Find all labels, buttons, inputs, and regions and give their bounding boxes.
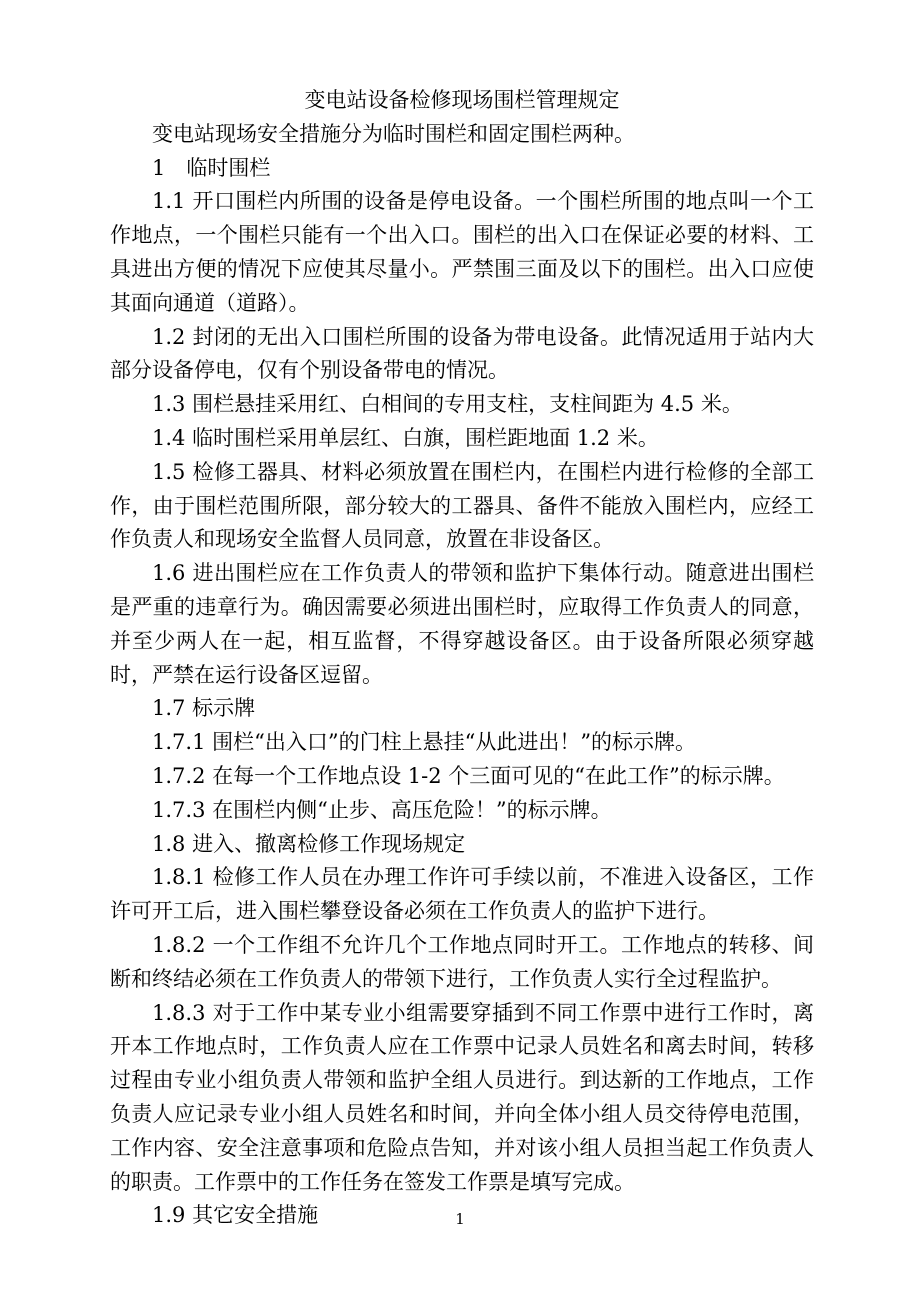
document-body xyxy=(110,84,814,1233)
paragraph-1-1: 1.1 开口围栏内所围的设备是停电设备。一个围栏所围的地点叫一个工作地点，一个围栏只能有一个出入口。围栏的出入口在保证必要的材料、工具进出方便的情况下应使其尽量小。严禁围三面及以下的围栏。出入口应使其面向通道（道路）。 xyxy=(110,189,814,315)
paragraph-1-8-3: 1.8.3 对于工作中某专业小组需要穿插到不同工作票中进行工作时，离开本工作地点时，工作负责人应在工作票中记录人员姓名和离去时间，转移过程由专业小组负责人带领和监护全组人员进行。到达新的工作地点，工作负责人应记录专业小组人员姓名和时间，并向全体小组人员交待停电范围，工作内容、安全注意事项和危险点告知，并对该小组人员担当起工作负责人的职责。工作票中的工作任务在签发工作票是填写完成。 xyxy=(110,1000,814,1194)
page-number: 1 xyxy=(455,1210,465,1228)
paragraph-1-7-3: 1.7.3 在围栏内侧“止步、高压危险！”的标示牌。 xyxy=(152,797,612,822)
document-title: 变电站设备检修现场围栏管理规定 xyxy=(304,88,620,112)
section-heading-1-8: 1.8 进入、撤离检修工作现场规定 xyxy=(152,831,466,856)
section-heading-1-9: 1.9 其它安全措施 xyxy=(152,1203,319,1228)
paragraph-1-7-1: 1.7.1 围栏“出入口”的门柱上悬挂“从此进出！”的标示牌。 xyxy=(152,730,697,755)
paragraph-1-3: 1.3 围栏悬挂采用红、白相间的专用支柱，支柱间距为 4.5 米。 xyxy=(152,392,743,417)
paragraph-1-8-1: 1.8.1 检修工作人员在办理工作许可手续以前，不准进入设备区，工作许可开工后，进入围栏攀登设备必须在工作负责人的监护下进行。 xyxy=(110,865,814,924)
section-heading-1: 1 临时围栏 xyxy=(152,155,271,180)
paragraph-1-7-2: 1.7.2 在每一个工作地点设 1-2 个三面可见的“在此工作”的标示牌。 xyxy=(152,763,785,788)
paragraph-1-5: 1.5 检修工器具、材料必须放置在围栏内，在围栏内进行检修的全部工作，由于围栏范围所限，部分较大的工器具、备件不能放入围栏内，应经工作负责人和现场安全监督人员同意，放置在非设备区。 xyxy=(110,459,814,552)
paragraph-1-8-2: 1.8.2 一个工作组不允许几个工作地点同时开工。工作地点的转移、间断和终结必须在工作负责人的带领下进行，工作负责人实行全过程监护。 xyxy=(110,932,814,991)
intro-paragraph: 变电站现场安全措施分为临时围栏和固定围栏两种。 xyxy=(152,121,635,146)
paragraph-1-2: 1.2 封闭的无出入口围栏所围的设备为带电设备。此情况适用于站内大部分设备停电，仅有个别设备带电的情况。 xyxy=(110,324,814,383)
paragraph-1-6: 1.6 进出围栏应在工作负责人的带领和监护下集体行动。随意进出围栏是严重的违章行为。确因需要必须进出围栏时，应取得工作负责人的同意，并至少两人在一起，相互监督，不得穿越设备区。由于设备所限必须穿越时，严禁在运行设备区逗留。 xyxy=(110,561,814,687)
paragraph-1-4: 1.4 临时围栏采用单层红、白旗，围栏距地面 1.2 米。 xyxy=(152,425,659,450)
section-heading-1-7: 1.7 标示牌 xyxy=(152,696,256,721)
